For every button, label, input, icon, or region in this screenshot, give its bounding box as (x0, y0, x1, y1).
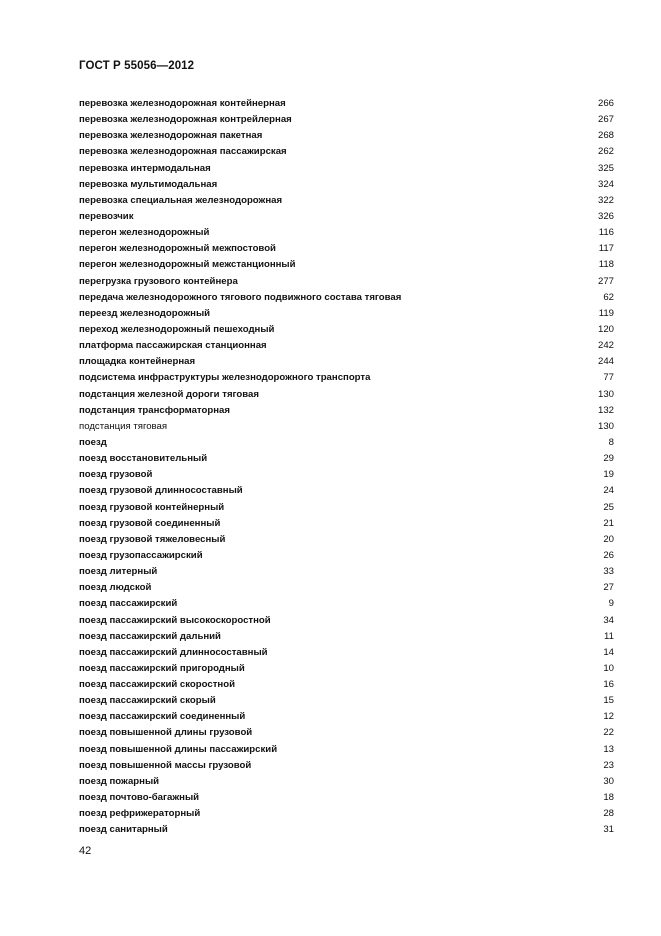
index-entry (79, 128, 614, 144)
index-term-number: 266 (597, 98, 614, 109)
index-entry (79, 322, 614, 338)
index-term: перевозка мультимодальная (79, 178, 218, 190)
index-term: поезд пассажирский скоростной (79, 679, 235, 691)
index-term-number: 116 (598, 227, 614, 239)
index-term-number: 23 (603, 759, 614, 771)
index-term: поезд пассажирский длинносоставный (79, 646, 268, 658)
index-entry (79, 435, 614, 451)
index-entry (79, 451, 614, 467)
index-term: перевозка железнодорожная контейнерная (79, 98, 286, 109)
index-entry (79, 693, 614, 709)
index-term-number: 25 (603, 501, 614, 513)
index-entry (79, 370, 614, 386)
index-term: поезд повышенной массы грузовой (79, 759, 252, 771)
index-term: поезд грузовой (79, 469, 153, 481)
index-entry (79, 467, 614, 483)
index-entry (79, 613, 614, 629)
index-term-number: 268 (597, 130, 614, 142)
index-term-number: 33 (603, 566, 614, 578)
index-term-number: 20 (603, 533, 614, 545)
index-term: перегон железнодорожный межстанционный (79, 259, 296, 271)
index-term: подстанция трансформаторная (79, 404, 230, 416)
index-term: поезд пассажирский (79, 598, 178, 610)
index-term: поезд пожарный (79, 775, 160, 787)
index-term: поезд почтово-багажный (79, 792, 200, 804)
index-term-number: 119 (598, 307, 614, 319)
index-entry (79, 306, 614, 322)
index-entry (79, 806, 614, 822)
index-term: площадка контейнерная (79, 356, 196, 368)
index-term: перевозка железнодорожная пассажирская (79, 146, 287, 158)
index-entry (79, 596, 614, 612)
index-term-number: 120 (597, 323, 614, 335)
index-term-number: 130 (597, 388, 614, 400)
index-term: перегон железнодорожный межпостовой (79, 243, 276, 255)
index-term-number: 77 (603, 372, 614, 384)
index-term-number: 10 (603, 662, 614, 674)
index-entry (79, 709, 614, 725)
index-term: поезд пассажирский дальний (79, 630, 221, 642)
index-entry (79, 580, 614, 596)
index-entry (79, 112, 614, 128)
term-index-list (79, 96, 614, 838)
index-term-number: 19 (603, 469, 614, 481)
index-entry (79, 209, 614, 225)
index-term: перегрузка грузового контейнера (79, 275, 238, 287)
index-term: перевозка интермодальная (79, 162, 211, 174)
index-term-number: 11 (604, 630, 614, 642)
index-term-number: 14 (603, 646, 614, 658)
index-term-number: 130 (597, 420, 614, 432)
index-term-number: 12 (603, 711, 614, 723)
index-entry (79, 387, 614, 403)
index-term-number: 244 (597, 356, 614, 368)
index-term: перевозка железнодорожная пакетная (79, 130, 263, 142)
index-term: поезд грузовой тяжеловесный (79, 533, 226, 545)
index-term-number: 242 (597, 340, 614, 352)
index-term-number: 26 (603, 549, 614, 561)
index-entry (79, 661, 614, 677)
index-term: поезд санитарный (79, 824, 168, 836)
index-term: поезд людской (79, 582, 152, 594)
index-term-number: 324 (597, 178, 614, 190)
index-term: поезд пассажирский скорый (79, 695, 216, 707)
index-term-number: 118 (598, 259, 614, 271)
index-entry (79, 629, 614, 645)
index-entry (79, 161, 614, 177)
index-term-number: 132 (597, 404, 614, 416)
index-term-number: 30 (603, 775, 614, 787)
index-entry (79, 177, 614, 193)
index-term: поезд рефрижераторный (79, 808, 201, 820)
index-term-number: 62 (603, 291, 614, 303)
index-term: поезд пассажирский соединенный (79, 711, 246, 723)
index-term: поезд грузовой соединенный (79, 517, 221, 529)
index-entry (79, 822, 614, 838)
index-term: перегон железнодорожный (79, 227, 210, 239)
index-entry (79, 144, 614, 160)
index-term: подстанция тяговая (79, 420, 168, 432)
index-term: переезд железнодорожный (79, 307, 211, 319)
index-entry (79, 225, 614, 241)
index-term: перевозчик (79, 210, 134, 222)
index-term: поезд повышенной длины грузовой (79, 727, 253, 739)
index-entry (79, 241, 614, 257)
index-term-number: 15 (603, 695, 614, 707)
index-term-number: 8 (608, 436, 614, 448)
index-term-number: 267 (597, 114, 614, 126)
index-term-number: 34 (603, 614, 614, 626)
index-term-number: 262 (597, 146, 614, 158)
index-term-number: 277 (597, 275, 614, 287)
index-term: подсистема инфраструктуры железнодорожного транспорта (79, 372, 371, 384)
index-term-number: 322 (597, 194, 614, 206)
index-entry (79, 742, 614, 758)
index-entry (79, 725, 614, 741)
index-entry (79, 193, 614, 209)
page-number: 42 (79, 845, 92, 857)
index-term: поезд грузовой длинносоставный (79, 485, 243, 497)
index-term: поезд повышенной длины пассажирский (79, 743, 278, 755)
index-term-number: 9 (608, 598, 614, 610)
index-term: переход железнодорожный пешеходный (79, 323, 275, 335)
index-entry (79, 274, 614, 290)
index-term: подстанция железной дороги тяговая (79, 388, 259, 400)
index-term: перевозка специальная железнодорожная (79, 194, 283, 206)
index-term-number: 13 (603, 743, 614, 755)
index-term: поезд грузовой контейнерный (79, 501, 225, 513)
index-entry (79, 403, 614, 419)
index-entry (79, 774, 614, 790)
index-entry (79, 419, 614, 435)
index-entry (79, 677, 614, 693)
index-term-number: 18 (603, 792, 614, 804)
index-term: поезд пассажирский высокоскоростной (79, 614, 271, 626)
index-term-number: 31 (603, 824, 614, 836)
index-term: перевозка железнодорожная контрейлерная (79, 114, 292, 126)
index-entry (79, 96, 614, 112)
index-entry (79, 354, 614, 370)
index-entry (79, 483, 614, 499)
index-entry (79, 790, 614, 806)
index-term-number: 21 (603, 517, 614, 529)
index-entry (79, 338, 614, 354)
index-entry (79, 516, 614, 532)
index-term: передача железнодорожного тягового подвижного состава тяговая (79, 291, 402, 303)
index-term: поезд восстановительный (79, 453, 208, 465)
index-term-number: 117 (598, 243, 614, 255)
index-entry (79, 532, 614, 548)
index-term-number: 22 (603, 727, 614, 739)
index-term-number: 24 (603, 485, 614, 497)
index-term: поезд пассажирский пригородный (79, 662, 245, 674)
index-entry (79, 290, 614, 306)
index-entry (79, 758, 614, 774)
index-term: платформа пассажирская станционная (79, 340, 267, 352)
index-entry (79, 564, 614, 580)
index-entry (79, 257, 614, 273)
index-term-number: 326 (597, 210, 614, 222)
index-entry (79, 500, 614, 516)
index-term: поезд грузопассажирский (79, 549, 203, 561)
index-entry (79, 645, 614, 661)
index-entry (79, 548, 614, 564)
index-term-number: 28 (603, 808, 614, 820)
document-header: ГОСТ Р 55056—2012 (79, 60, 195, 72)
index-term-number: 16 (603, 679, 614, 691)
index-term-number: 27 (603, 582, 614, 594)
index-term-number: 325 (597, 162, 614, 174)
index-term: поезд (79, 436, 107, 448)
index-term-number: 29 (603, 453, 614, 465)
index-term: поезд литерный (79, 566, 158, 578)
